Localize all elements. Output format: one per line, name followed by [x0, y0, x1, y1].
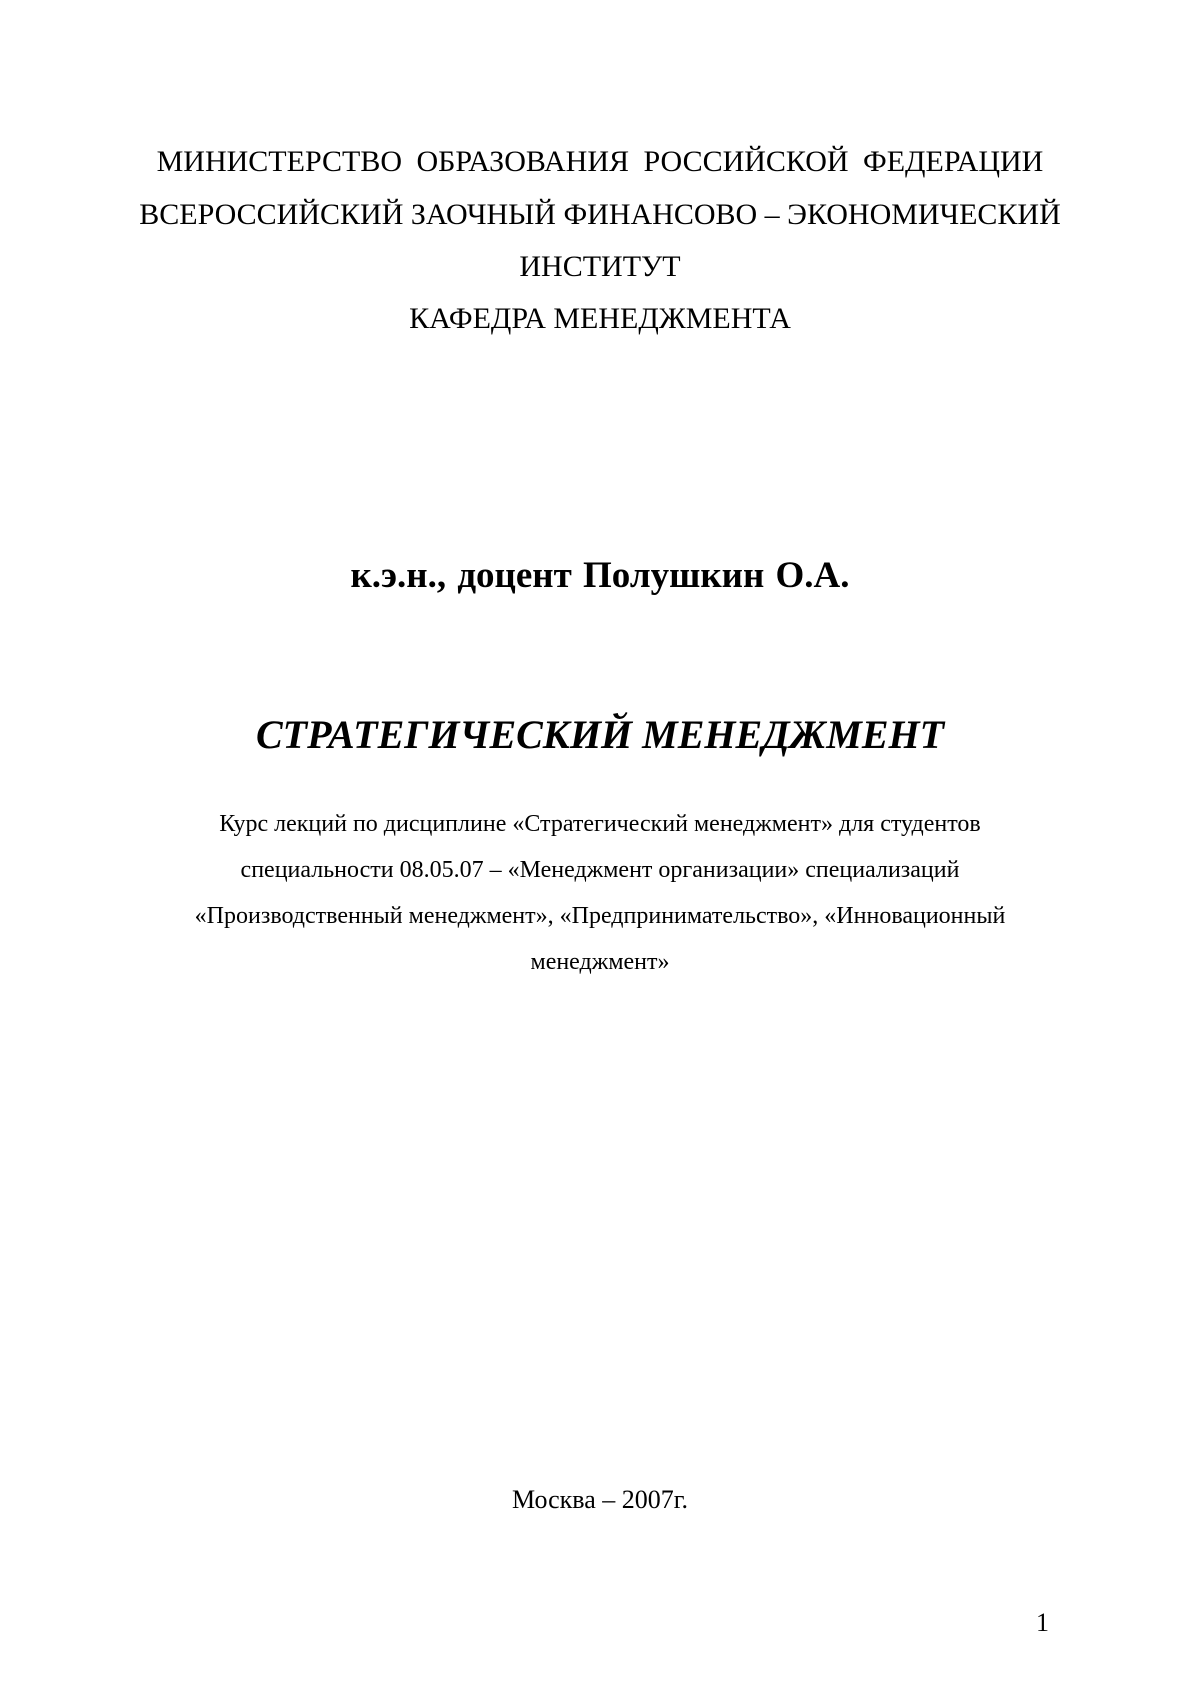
document-title: СТРАТЕГИЧЕСКИЙ МЕНЕДЖМЕНТ [255, 712, 945, 757]
institute-heading-line-1: ВСЕРОССИЙСКИЙ ЗАОЧНЫЙ ФИНАНСОВО – ЭКОНОМИЧЕСКИЙ [139, 198, 1061, 231]
ministry-heading: МИНИСТЕРСТВО ОБРАЗОВАНИЯ РОССИЙСКОЙ ФЕДЕРАЦИИ [156, 145, 1044, 178]
city-year: Москва – 2007г. [512, 1485, 688, 1514]
page-number: 1 [1036, 1608, 1049, 1637]
description-line-4: менеджмент» [530, 949, 670, 975]
description-line-2: специальности 08.05.07 – «Менеджмент организации» специализаций [240, 857, 960, 883]
department-heading: КАФЕДРА МЕНЕДЖМЕНТА [409, 302, 791, 335]
description-line-1: Курс лекций по дисциплине «Стратегический менеджмент» для студентов [219, 811, 981, 837]
author-name: к.э.н., доцент Полушкин О.А. [350, 555, 850, 596]
description-line-3: «Производственный менеджмент», «Предпринимательство», «Инновационный [194, 903, 1006, 929]
institute-heading-line-2: ИНСТИТУТ [519, 250, 681, 283]
